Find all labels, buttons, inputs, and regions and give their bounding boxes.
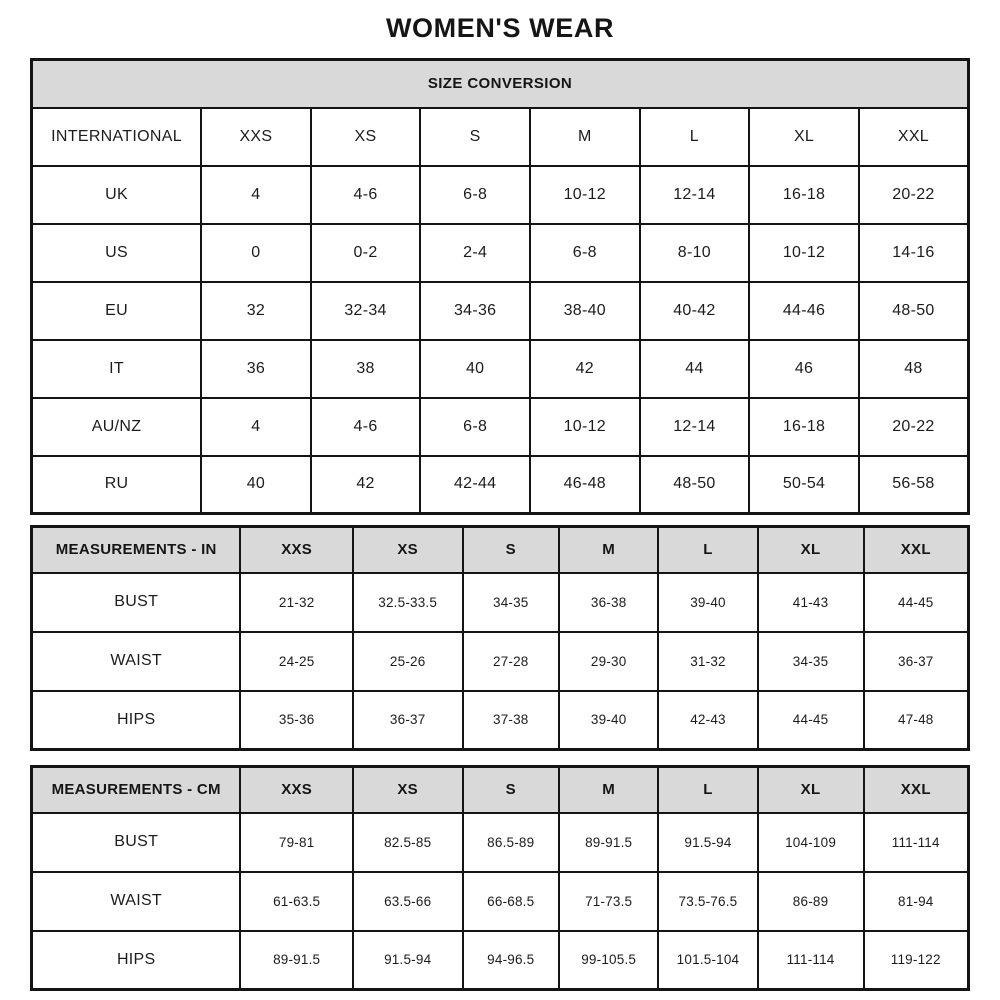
size-value: 42-44 [420, 456, 530, 514]
size-conversion-banner: SIZE CONVERSION [32, 60, 969, 108]
measurement-value: 119-122 [864, 931, 969, 990]
measurement-value: 82.5-85 [353, 813, 463, 872]
size-value: 38 [311, 340, 421, 398]
measurement-value: 34-35 [463, 573, 560, 632]
conversion-size-header: S [420, 108, 530, 166]
measurement-value: 32.5-33.5 [353, 573, 463, 632]
size-value: 6-8 [420, 398, 530, 456]
measurement-value: 111-114 [864, 813, 969, 872]
size-value: 20-22 [859, 166, 969, 224]
conversion-row-aunz [32, 398, 969, 456]
measurements-in-row-hips [32, 691, 969, 750]
size-value: 14-16 [859, 224, 969, 282]
measurements-cm-table [30, 765, 970, 991]
size-value: 56-58 [859, 456, 969, 514]
size-header: M [559, 527, 658, 573]
measurements-cm-row-waist [32, 872, 969, 931]
size-value: 0-2 [311, 224, 421, 282]
measurement-value: 79-81 [240, 813, 352, 872]
size-value: 16-18 [749, 398, 859, 456]
size-header: L [658, 527, 757, 573]
size-value: 20-22 [859, 398, 969, 456]
size-value: 32-34 [311, 282, 421, 340]
measurement-value: 86-89 [758, 872, 864, 931]
measurements-cm-row-hips [32, 931, 969, 990]
measurements-in-header-row [32, 527, 969, 573]
measurement-value: 66-68.5 [463, 872, 560, 931]
measurement-value: 99-105.5 [559, 931, 658, 990]
size-header: S [463, 767, 560, 813]
size-value: 2-4 [420, 224, 530, 282]
measurement-label: BUST [32, 573, 241, 632]
measurement-value: 31-32 [658, 632, 757, 691]
size-value: 48 [859, 340, 969, 398]
size-value: 6-8 [530, 224, 640, 282]
measurement-value: 36-37 [864, 632, 969, 691]
size-value: 38-40 [530, 282, 640, 340]
size-conversion-banner-row [32, 60, 969, 108]
conversion-row-uk [32, 166, 969, 224]
size-value: 42 [530, 340, 640, 398]
measurement-label: WAIST [32, 632, 241, 691]
conversion-size-header: XXL [859, 108, 969, 166]
measurement-value: 36-38 [559, 573, 658, 632]
size-value: 0 [201, 224, 311, 282]
measurement-value: 63.5-66 [353, 872, 463, 931]
size-header: XXS [240, 767, 352, 813]
measurements-in-row-bust [32, 573, 969, 632]
size-header: XXL [864, 527, 969, 573]
size-value: 16-18 [749, 166, 859, 224]
conversion-size-header: M [530, 108, 640, 166]
measurements-in-row-waist [32, 632, 969, 691]
measurement-value: 86.5-89 [463, 813, 560, 872]
measurement-value: 41-43 [758, 573, 864, 632]
size-value: 4 [201, 166, 311, 224]
size-value: 6-8 [420, 166, 530, 224]
conversion-header-row [32, 108, 969, 166]
measurement-value: 101.5-104 [658, 931, 757, 990]
region-label: UK [32, 166, 202, 224]
size-value: 10-12 [530, 398, 640, 456]
region-label: AU/NZ [32, 398, 202, 456]
region-label: US [32, 224, 202, 282]
size-value: 46 [749, 340, 859, 398]
measurement-value: 36-37 [353, 691, 463, 750]
size-value: 12-14 [640, 166, 750, 224]
measurement-value: 61-63.5 [240, 872, 352, 931]
size-conversion-table [30, 58, 970, 515]
size-value: 40 [201, 456, 311, 514]
conversion-size-header: XL [749, 108, 859, 166]
page-title: WOMEN'S WEAR [385, 13, 615, 43]
measurement-value: 71-73.5 [559, 872, 658, 931]
measurement-value: 91.5-94 [353, 931, 463, 990]
size-value: 4-6 [311, 166, 421, 224]
measurements-in-table [30, 525, 970, 751]
size-header: L [658, 767, 757, 813]
region-label: EU [32, 282, 202, 340]
measurement-value: 94-96.5 [463, 931, 560, 990]
conversion-size-header: L [640, 108, 750, 166]
conversion-size-header: XS [311, 108, 421, 166]
size-value: 48-50 [640, 456, 750, 514]
measurement-value: 104-109 [758, 813, 864, 872]
size-value: 40-42 [640, 282, 750, 340]
size-header: XL [758, 767, 864, 813]
measurement-value: 111-114 [758, 931, 864, 990]
size-value: 4 [201, 398, 311, 456]
size-header: M [559, 767, 658, 813]
measurement-value: 35-36 [240, 691, 352, 750]
size-value: 32 [201, 282, 311, 340]
measurements-cm-header-label: MEASUREMENTS - CM [32, 767, 241, 813]
measurement-label: WAIST [32, 872, 241, 931]
size-header: XS [353, 767, 463, 813]
size-header: XXS [240, 527, 352, 573]
measurements-in-header-label: MEASUREMENTS - IN [32, 527, 241, 573]
measurement-value: 89-91.5 [559, 813, 658, 872]
measurement-value: 89-91.5 [240, 931, 352, 990]
size-value: 36 [201, 340, 311, 398]
measurement-value: 91.5-94 [658, 813, 757, 872]
measurement-value: 29-30 [559, 632, 658, 691]
region-label: RU [32, 456, 202, 514]
measurement-value: 73.5-76.5 [658, 872, 757, 931]
size-value: 44-46 [749, 282, 859, 340]
size-value: 10-12 [530, 166, 640, 224]
measurement-label: HIPS [32, 691, 241, 750]
size-value: 42 [311, 456, 421, 514]
measurement-value: 39-40 [658, 573, 757, 632]
conversion-row-us [32, 224, 969, 282]
size-value: 8-10 [640, 224, 750, 282]
conversion-header-label: INTERNATIONAL [32, 108, 202, 166]
conversion-row-eu [32, 282, 969, 340]
size-value: 12-14 [640, 398, 750, 456]
size-value: 40 [420, 340, 530, 398]
size-value: 46-48 [530, 456, 640, 514]
measurement-value: 44-45 [758, 691, 864, 750]
conversion-row-it [32, 340, 969, 398]
size-header: XS [353, 527, 463, 573]
measurement-value: 27-28 [463, 632, 560, 691]
measurement-value: 34-35 [758, 632, 864, 691]
measurement-value: 21-32 [240, 573, 352, 632]
conversion-size-header: XXS [201, 108, 311, 166]
measurement-value: 42-43 [658, 691, 757, 750]
size-value: 10-12 [749, 224, 859, 282]
measurement-label: BUST [32, 813, 241, 872]
measurement-value: 44-45 [864, 573, 969, 632]
size-value: 50-54 [749, 456, 859, 514]
measurement-value: 47-48 [864, 691, 969, 750]
measurement-value: 37-38 [463, 691, 560, 750]
size-header: XXL [864, 767, 969, 813]
size-value: 48-50 [859, 282, 969, 340]
measurements-cm-row-bust [32, 813, 969, 872]
measurement-value: 24-25 [240, 632, 352, 691]
measurements-cm-header-row [32, 767, 969, 813]
measurement-value: 39-40 [559, 691, 658, 750]
size-value: 34-36 [420, 282, 530, 340]
measurement-value: 25-26 [353, 632, 463, 691]
conversion-row-ru [32, 456, 969, 514]
size-header: XL [758, 527, 864, 573]
measurement-label: HIPS [32, 931, 241, 990]
measurement-value: 81-94 [864, 872, 969, 931]
size-value: 4-6 [311, 398, 421, 456]
size-value: 44 [640, 340, 750, 398]
size-header: S [463, 527, 560, 573]
region-label: IT [32, 340, 202, 398]
